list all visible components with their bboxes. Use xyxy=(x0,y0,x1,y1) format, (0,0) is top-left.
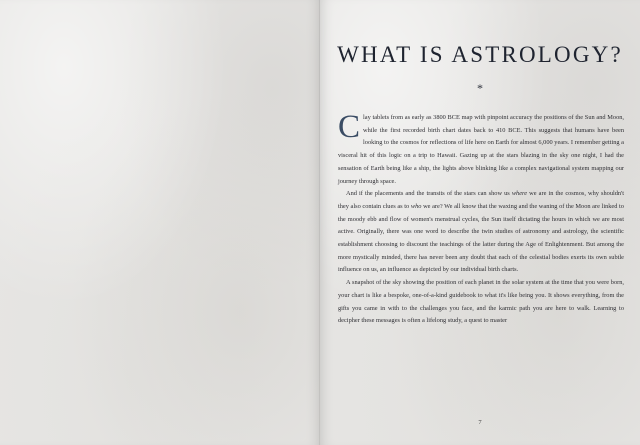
page-number: 7 xyxy=(478,419,482,426)
asterisk-ornament: * xyxy=(477,81,483,95)
body-text xyxy=(338,109,625,328)
right-page xyxy=(320,0,640,445)
paragraph-2-emphasis-where: where xyxy=(511,190,528,198)
paragraph-2-text-a: And if the placements and the transits of the stars can show us xyxy=(346,190,512,198)
paragraph-2 xyxy=(338,188,624,277)
paragraph-3 xyxy=(338,277,624,328)
chapter-title: WHAT IS ASTROLOGY? xyxy=(337,42,623,67)
paragraph-3-text: A snapshot of the sky showing the position of each planet in the solar system at the time that you were born, your chart is like a bespoke, one-of-a-kind guidebook to what it's like being you. It shows everything, from the gifts you came in with to the challenges you face, and the karmic path you are here to walk. Learning to decipher these messages is often a lifelong study, a quest to master xyxy=(338,279,624,325)
paragraph-1 xyxy=(338,109,624,188)
paragraph-2-emphasis-who: who xyxy=(410,202,422,210)
paragraph-1-text: lay tablets from as early as 3800 BCE map with pinpoint accuracy the positions of the Sun and Moon, while the first recorded birth chart dates back to 410 BCE. This suggests that humans have been looking to the cosmos for reflections of life here on Earth for almost 6,000 years. I remember getting a visceral hit of this logic on a trip to Hawaii. Gazing up at the stars blazing in the sky one night, I had the sensation of Earth being like a ship, the lights above blinking like a complex navigational system mapping our journey through space. xyxy=(338,114,624,185)
paragraph-2-text-c: we are? We all know that the waxing and the waning of the Moon are linked to the moody ebb and flow of women's menstrual cycles, the Sun itself dictating the hours in which we are most active. Originally, there was one word to describe the twin studies of astronomy and astrology, the scientific establishment choosing to discount the teachings of the latter during the Age of Enlightenment. But among the more mystically minded, there has never been any doubt that each of the celestial bodies exerts its own subtle influence on us, an influence as depicted by our individual birth charts. xyxy=(338,202,624,274)
drop-cap: C xyxy=(338,109,361,145)
paragraph-2-text-b: we are in the cosmos, why shouldn't they also contain clues as to xyxy=(338,190,625,210)
